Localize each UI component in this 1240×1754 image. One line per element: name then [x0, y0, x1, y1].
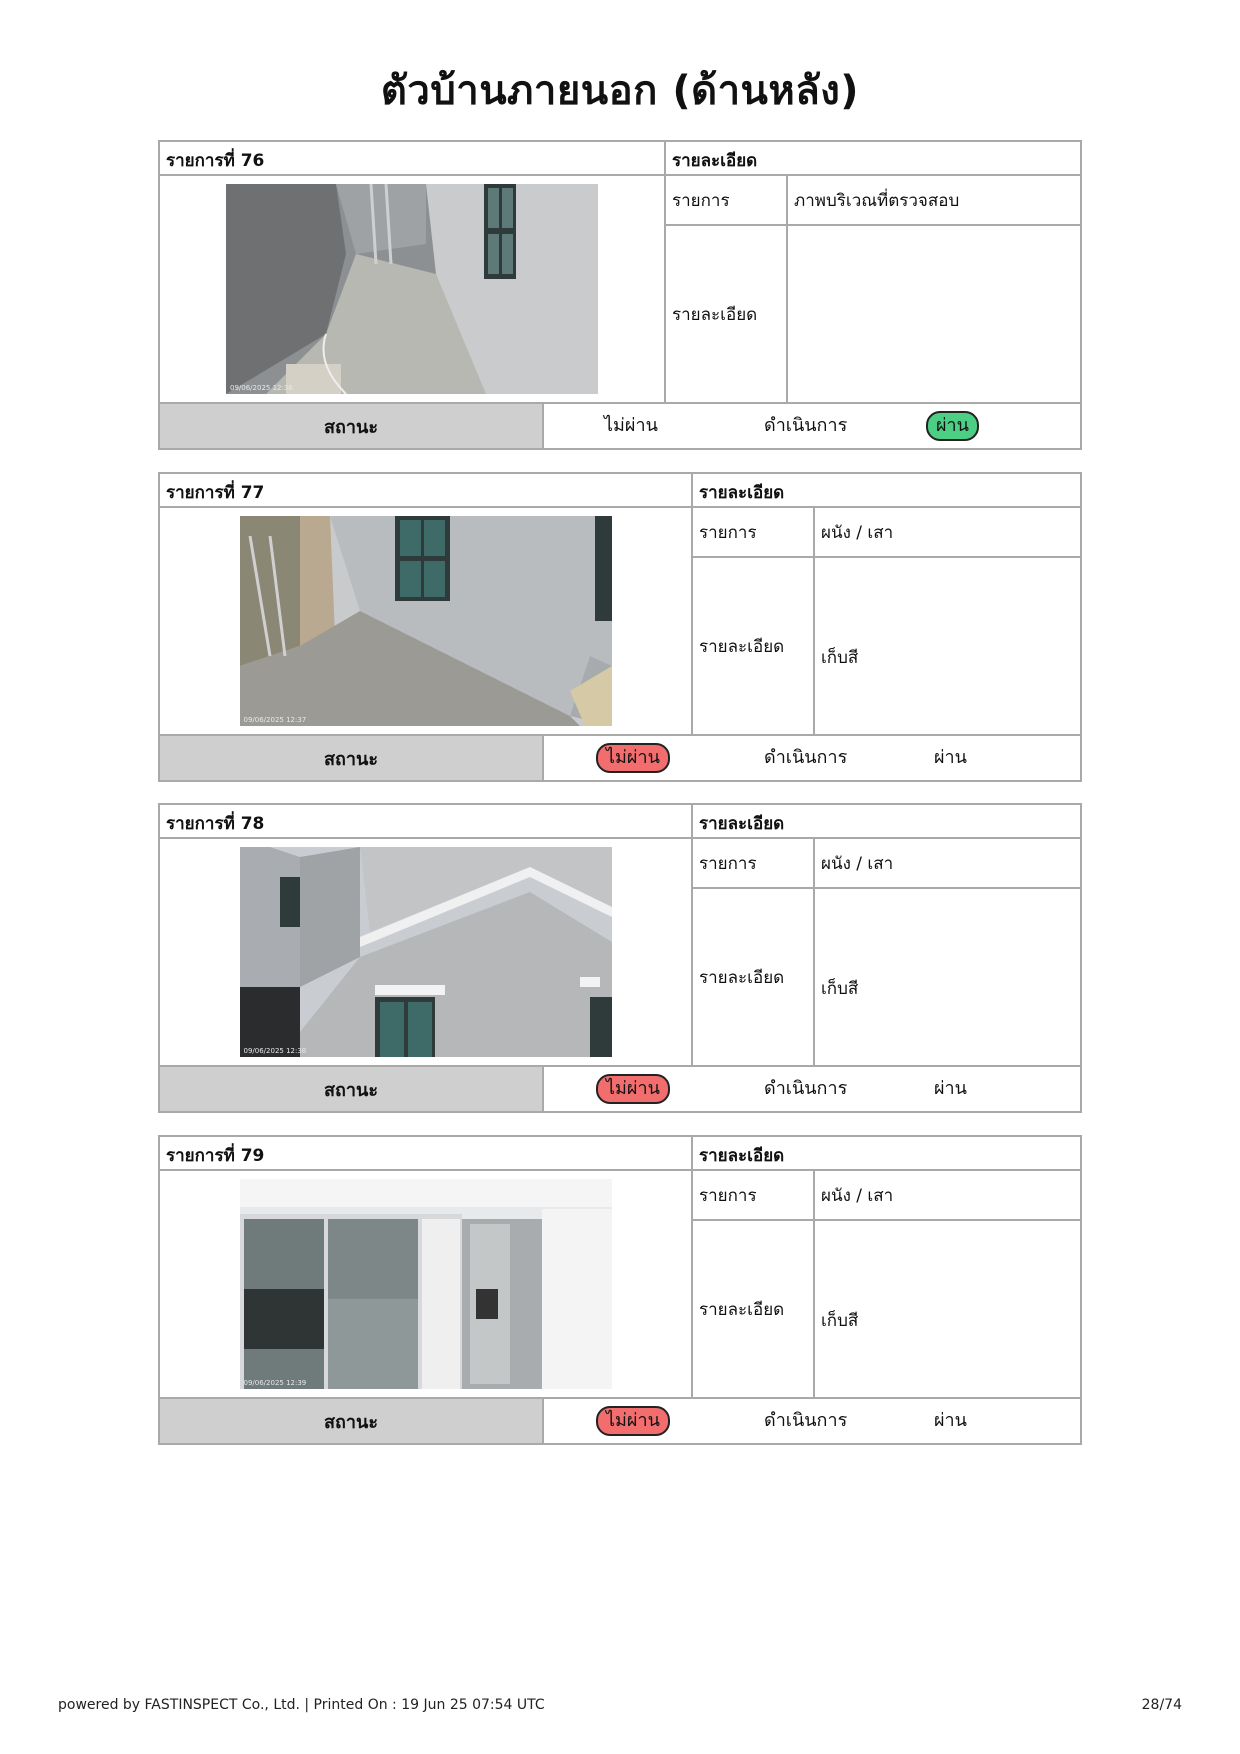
inspection-photo[interactable] [226, 184, 598, 394]
detail-label: รายละเอียด [693, 558, 815, 734]
item-label: รายการ [693, 839, 815, 889]
item-label: รายการ [666, 176, 788, 226]
status-fail-option[interactable]: ไม่ผ่าน [604, 415, 658, 436]
photo-timestamp: 09/06/2025 12:39 [243, 1379, 307, 1387]
inspection-item-77 [158, 472, 1082, 782]
detail-value: เก็บสี [821, 1310, 859, 1331]
status-pass-option[interactable]: ผ่าน [926, 411, 979, 441]
status-options [544, 736, 1080, 780]
item-label: รายการ [693, 1171, 815, 1221]
status-progress-option[interactable]: ดำเนินการ [764, 1410, 848, 1431]
photo-timestamp: 09/06/2025 12:36 [230, 384, 293, 392]
inspection-photo[interactable] [240, 847, 612, 1057]
detail-table [693, 839, 1080, 1067]
status-label: สถานะ [160, 1067, 544, 1111]
status-row [160, 404, 1080, 448]
status-label: สถานะ [160, 736, 544, 780]
detail-value: เก็บสี [821, 647, 859, 668]
footer-credit: powered by FASTINSPECT Co., Ltd. | Printed On : 19 Jun 25 07:54 UTC [58, 1697, 545, 1713]
status-progress-option[interactable]: ดำเนินการ [764, 415, 848, 436]
photo-cell [160, 508, 693, 736]
detail-table [693, 508, 1080, 736]
photo-timestamp: 09/06/2025 12:37 [243, 716, 307, 724]
item-heading: รายการที่ 79 [160, 1137, 693, 1171]
status-progress-option[interactable]: ดำเนินการ [764, 747, 848, 768]
detail-table [693, 1171, 1080, 1399]
detail-heading: รายละเอียด [693, 474, 1080, 508]
item-value: ภาพบริเวณที่ตรวจสอบ [788, 176, 1080, 226]
detail-table [666, 176, 1080, 404]
detail-value [788, 226, 1080, 402]
status-pass-option[interactable]: ผ่าน [934, 747, 967, 768]
detail-label: รายละเอียด [666, 226, 788, 402]
status-fail-option[interactable]: ไม่ผ่าน [596, 1074, 670, 1104]
photo-timestamp: 09/06/2025 12:38 [243, 1047, 307, 1055]
detail-label: รายละเอียด [693, 1221, 815, 1397]
item-label: รายการ [693, 508, 815, 558]
inspection-item-76 [158, 140, 1082, 450]
status-progress-option[interactable]: ดำเนินการ [764, 1078, 848, 1099]
detail-heading: รายละเอียด [666, 142, 1080, 176]
inspection-photo[interactable] [240, 1179, 612, 1389]
item-heading: รายการที่ 77 [160, 474, 693, 508]
photo-cell [160, 176, 666, 404]
status-row [160, 1399, 1080, 1443]
inspection-item-79 [158, 1135, 1082, 1445]
status-pass-option[interactable]: ผ่าน [934, 1078, 967, 1099]
detail-label: รายละเอียด [693, 889, 815, 1065]
item-value: ผนัง / เสา [815, 1171, 1080, 1221]
item-value: ผนัง / เสา [815, 839, 1080, 889]
status-fail-option[interactable]: ไม่ผ่าน [596, 743, 670, 773]
status-options [544, 1399, 1080, 1443]
inspection-photo[interactable] [240, 516, 612, 726]
detail-value: เก็บสี [821, 978, 859, 999]
photo-cell [160, 1171, 693, 1399]
detail-heading: รายละเอียด [693, 1137, 1080, 1171]
status-row [160, 736, 1080, 780]
page-title: ตัวบ้านภายนอก (ด้านหลัง) [380, 68, 860, 114]
photo-cell [160, 839, 693, 1067]
status-row [160, 1067, 1080, 1111]
inspection-item-78 [158, 803, 1082, 1113]
status-fail-option[interactable]: ไม่ผ่าน [596, 1406, 670, 1436]
status-label: สถานะ [160, 404, 544, 448]
detail-heading: รายละเอียด [693, 805, 1080, 839]
status-options [544, 1067, 1080, 1111]
status-label: สถานะ [160, 1399, 544, 1443]
item-value: ผนัง / เสา [815, 508, 1080, 558]
item-heading: รายการที่ 78 [160, 805, 693, 839]
status-options [544, 404, 1080, 448]
page-number: 28/74 [1141, 1697, 1182, 1713]
status-pass-option[interactable]: ผ่าน [934, 1410, 967, 1431]
item-heading: รายการที่ 76 [160, 142, 666, 176]
